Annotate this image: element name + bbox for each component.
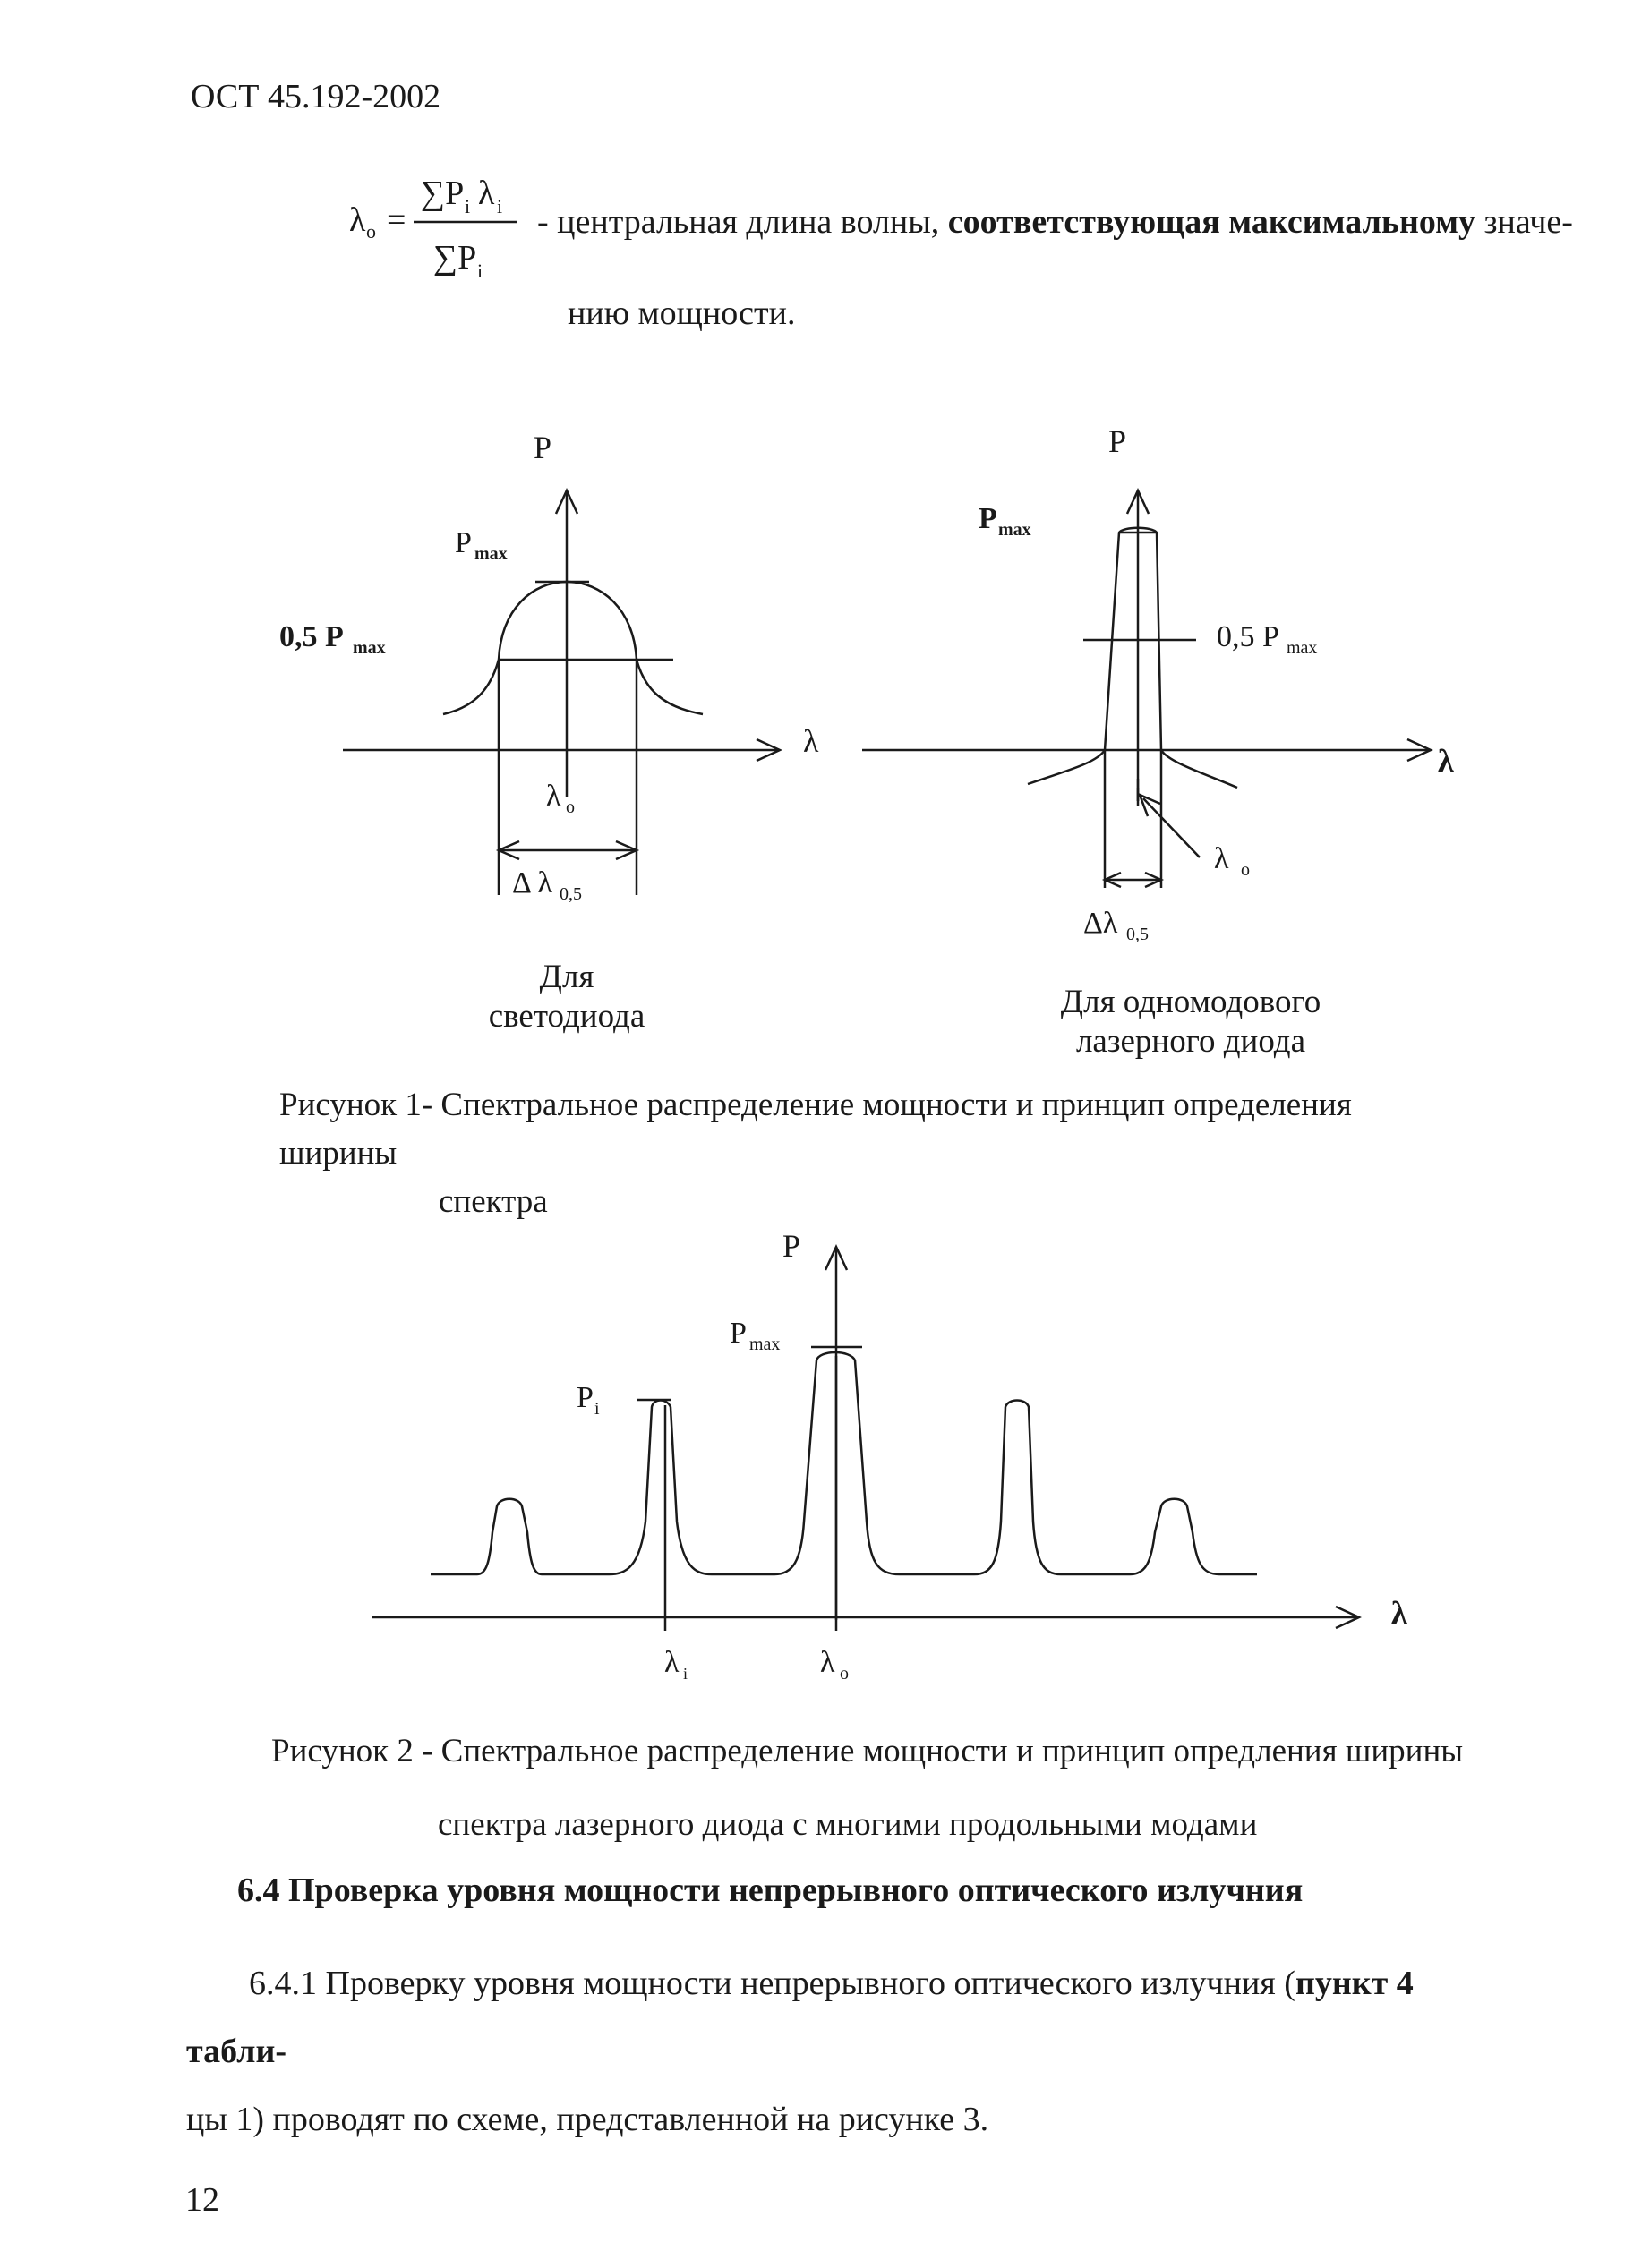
led-caption-line2: светодиода xyxy=(488,998,645,1035)
svg-text:λ xyxy=(349,201,366,239)
document-code: ОСТ 45.192-2002 xyxy=(191,78,441,115)
formula-description-bold: соответствующая максимальному xyxy=(947,203,1476,241)
laser-caption-line1: Для одномодового xyxy=(1060,984,1321,1020)
formula-numerator-lambda-sub: i xyxy=(497,195,503,217)
paragraph-line2: цы 1) проводят по схеме, представленной на рисунке 3. xyxy=(186,2101,989,2138)
figure1-caption-line2: спектра xyxy=(439,1183,548,1220)
formula-lhs: λ xyxy=(349,201,366,239)
figure1-led-plot xyxy=(343,490,780,895)
svg-text:o xyxy=(366,220,376,243)
laser-half-pmax-sub: max xyxy=(1287,638,1318,658)
led-half-pmax-label: 0,5 P xyxy=(279,620,344,653)
fig2-lambda0-label: λ xyxy=(820,1646,835,1679)
paragraph-bold: пункт 4 табли- xyxy=(186,1965,1414,2070)
section-heading: 6.4 Проверка уровня мощности непрерывного оптического излучния xyxy=(237,1872,1304,1909)
laser-delta-sub: 0,5 xyxy=(1126,925,1149,944)
laser-caption xyxy=(1030,983,1352,1062)
svg-text:i xyxy=(465,195,470,217)
led-delta-label: Δ λ xyxy=(512,866,552,900)
fig2-lambda-i-sub: i xyxy=(683,1665,688,1683)
led-half-pmax-sub: max xyxy=(353,638,386,658)
led-pmax-sub: max xyxy=(474,544,508,564)
figure1-laser-labels xyxy=(979,423,1454,944)
fig2-p-axis-label: P xyxy=(782,1228,801,1264)
paragraph-start: 6.4.1 Проверку уровня мощности непрерывного оптического излучния ( xyxy=(249,1965,1295,2002)
laser-caption-line2: лазерного диода xyxy=(1075,1023,1306,1060)
formula-numerator: ∑P xyxy=(421,175,465,212)
led-lambda-axis-label: λ xyxy=(803,723,819,759)
fig2-pi-label: P xyxy=(577,1381,594,1414)
led-delta-sub: 0,5 xyxy=(560,884,582,904)
laser-delta-label: Δλ xyxy=(1083,907,1118,940)
figure2-caption xyxy=(271,1715,1471,1862)
svg-text:∑P xyxy=(421,175,464,212)
svg-text:=: = xyxy=(387,201,406,239)
figure2-caption-line1: Рисунок 2 - Спектральное распределение мощности и принцип опредления ширины xyxy=(271,1733,1464,1769)
led-p-axis-label: P xyxy=(534,430,552,465)
formula-numerator-lambda: λ xyxy=(478,175,495,212)
fig2-lambda-axis-label: λ xyxy=(1391,1595,1407,1631)
fig2-pmax-sub: max xyxy=(749,1334,781,1354)
fig2-lambda0-sub: o xyxy=(840,1664,849,1684)
svg-text:i xyxy=(477,260,483,282)
formula-description-end: значе- xyxy=(1475,203,1573,241)
led-caption-line1: Для xyxy=(539,959,594,995)
led-lambda0-sub: o xyxy=(566,797,575,817)
svg-text:i xyxy=(497,195,502,217)
formula-description-continued: нию мощности. xyxy=(568,294,796,332)
formula-graphic xyxy=(349,175,517,282)
svg-text:∑P xyxy=(433,239,476,277)
figure1-led-labels xyxy=(279,430,819,904)
laser-half-pmax-label: 0,5 P xyxy=(1217,620,1279,653)
formula-lhs-sub: o xyxy=(366,220,376,243)
formula-denominator-sub: i xyxy=(477,260,483,282)
formula-denominator: ∑P xyxy=(433,239,477,277)
formula-description-start: - центральная длина волны, xyxy=(537,203,948,241)
fig2-pmax-label: P xyxy=(730,1317,747,1350)
formula-numerator-sub: i xyxy=(465,195,471,217)
figure1-laser-plot xyxy=(862,490,1431,888)
figure1-caption-line1: Рисунок 1- Спектральное распределение мощности и принцип определения ширины xyxy=(279,1087,1352,1172)
figure2-caption-line2: спектра лазерного диода с многими продольными модами xyxy=(438,1806,1258,1843)
laser-p-axis-label: P xyxy=(1108,423,1127,459)
figure1-caption xyxy=(279,1081,1470,1226)
led-lambda0-label: λ xyxy=(546,780,561,813)
page-number: 12 xyxy=(185,2181,219,2219)
laser-pmax-sub: max xyxy=(998,520,1031,540)
figure2-labels xyxy=(577,1228,1407,1684)
led-pmax-label: P xyxy=(455,526,472,559)
laser-lambda0-label: λ xyxy=(1214,842,1229,875)
formula-description xyxy=(537,202,1573,242)
section-paragraph xyxy=(186,1949,1449,2153)
laser-lambda0-sub: o xyxy=(1241,860,1250,880)
fig2-pi-sub: i xyxy=(594,1399,600,1419)
figure2-plot xyxy=(372,1247,1359,1631)
laser-lambda-axis-label: λ xyxy=(1438,743,1454,779)
svg-text:λ xyxy=(478,175,495,212)
led-caption xyxy=(464,958,670,1036)
laser-pmax-label: P xyxy=(979,502,997,535)
fig2-lambda-i-label: λ xyxy=(664,1646,680,1679)
